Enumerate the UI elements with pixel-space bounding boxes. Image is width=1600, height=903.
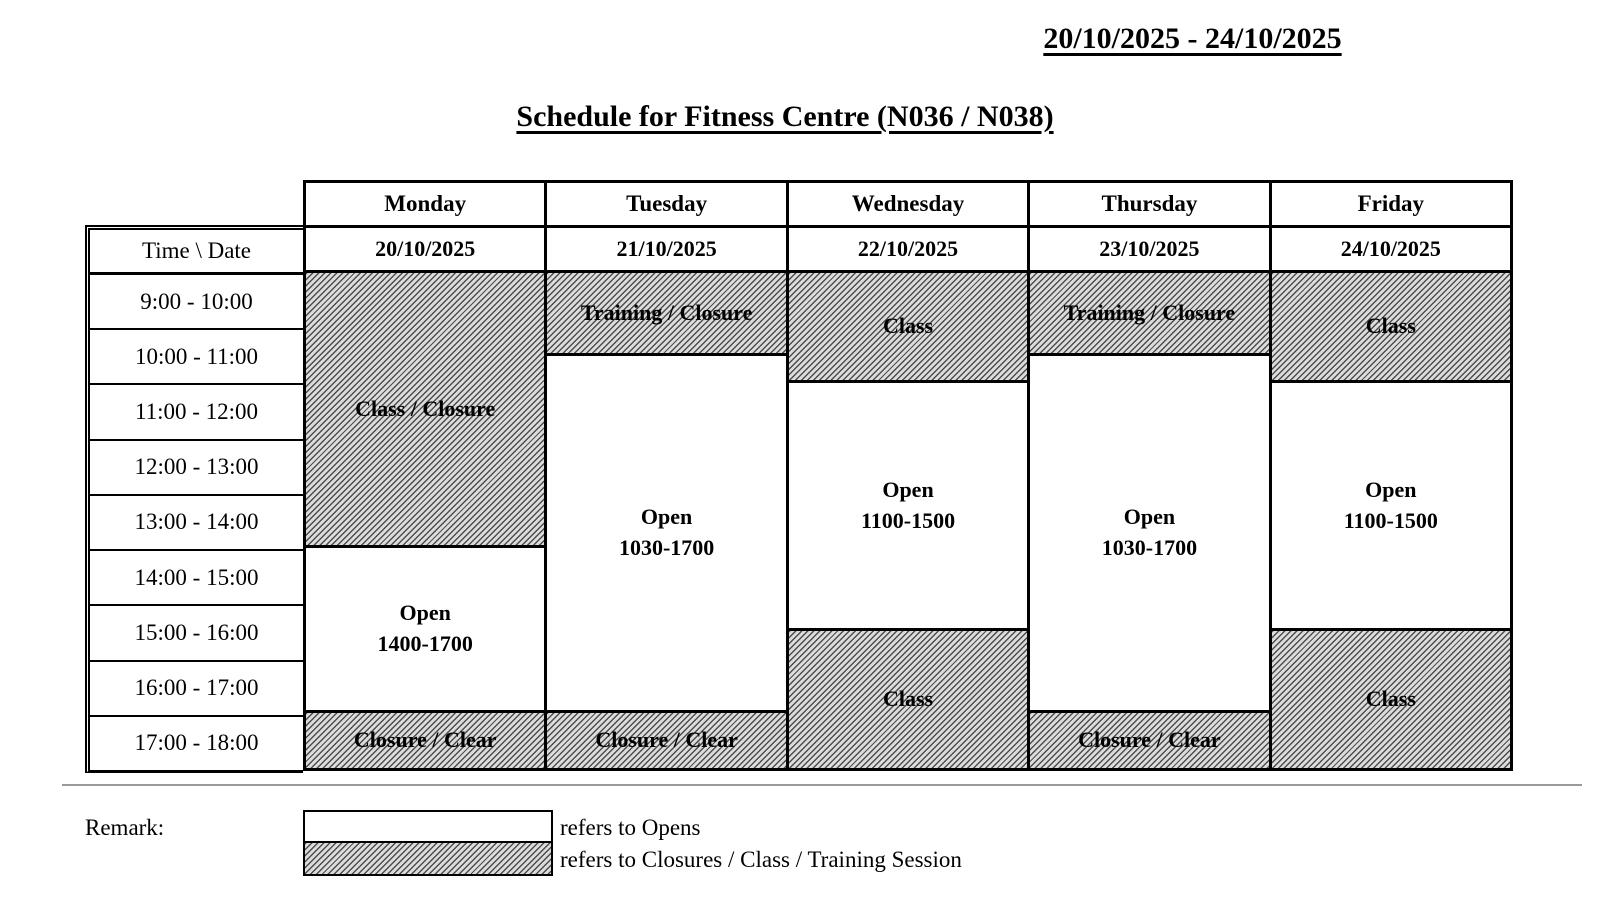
- block-label: Training / Closure: [1063, 299, 1236, 325]
- block-label: Open: [1123, 504, 1176, 530]
- day-header: Tuesday: [547, 183, 785, 228]
- block-label: Open: [640, 504, 693, 530]
- block-label: Open: [399, 600, 451, 626]
- legend-open-text: refers to Opens: [560, 815, 701, 840]
- schedule-block-closed: [1272, 631, 1510, 768]
- divider-line: [62, 784, 1582, 786]
- day-column-monday: [306, 183, 547, 768]
- schedule-block-closed: [789, 631, 1027, 768]
- day-body: [1030, 273, 1268, 768]
- schedule-block-closed: [547, 273, 785, 356]
- day-date: 22/10/2025: [789, 228, 1027, 273]
- date-range: 20/10/2025 - 24/10/2025: [1043, 22, 1342, 55]
- day-grid: [303, 180, 1513, 771]
- schedule-block-closed: [306, 273, 544, 548]
- block-hours: 1030-1700: [1101, 535, 1198, 560]
- time-slot: 17:00 - 18:00: [134, 730, 259, 756]
- schedule-block-open: [547, 356, 785, 713]
- time-slot: 9:00 - 10:00: [90, 275, 303, 330]
- day-body: [547, 273, 785, 768]
- block-label: Class: [882, 686, 934, 712]
- legend-closed-swatch: [305, 843, 551, 874]
- schedule-block-open: [1030, 356, 1268, 713]
- schedule-block-open: [306, 548, 544, 713]
- day-column-thursday: [1030, 183, 1271, 768]
- time-slot: 10:00 - 11:00: [90, 330, 303, 385]
- day-body: [1272, 273, 1510, 768]
- block-hours: 1030-1700: [618, 535, 715, 560]
- schedule-block-closed: [306, 713, 544, 768]
- day-body: [306, 273, 544, 768]
- time-slot: 11:00 - 12:00: [90, 385, 303, 440]
- day-header: Wednesday: [789, 183, 1027, 228]
- block-label: Closure / Clear: [1078, 727, 1221, 753]
- day-header: Thursday: [1030, 183, 1268, 228]
- schedule-block-closed: [1272, 273, 1510, 383]
- block-hours: 1100-1500: [860, 507, 956, 533]
- time-slot: 16:00 - 17:00: [90, 662, 303, 717]
- block-label: Training / Closure: [580, 299, 753, 325]
- schedule-block-closed: [1030, 713, 1268, 768]
- remark-label: Remark:: [85, 815, 165, 840]
- time-slot: 14:00 - 15:00: [90, 551, 303, 606]
- schedule-block-closed: [1030, 273, 1268, 356]
- day-body: [789, 273, 1027, 768]
- day-header: Friday: [1272, 183, 1510, 228]
- day-column-tuesday: [547, 183, 788, 768]
- schedule-block-closed: [789, 273, 1027, 383]
- block-label: Class / Closure: [355, 395, 496, 421]
- time-column: [85, 225, 303, 773]
- day-header: Monday: [306, 183, 544, 228]
- day-date: 23/10/2025: [1030, 228, 1268, 273]
- day-date: 20/10/2025: [306, 228, 544, 273]
- block-label: Class: [882, 313, 934, 339]
- legend-swatch-box: [303, 810, 553, 876]
- page-title: Schedule for Fitness Centre (N036 / N038): [516, 100, 1054, 133]
- day-column-wednesday: [789, 183, 1030, 768]
- day-date: 24/10/2025: [1272, 228, 1510, 273]
- block-hours: 1400-1700: [377, 631, 473, 656]
- block-label: Closure / Clear: [353, 727, 497, 753]
- block-hours: 1100-1500: [1343, 507, 1438, 533]
- corner-cell: Time \ Date: [90, 230, 303, 275]
- day-column-friday: [1272, 183, 1510, 768]
- schedule-block-open: [1272, 383, 1510, 631]
- schedule-block-closed: [547, 713, 785, 768]
- legend-open-swatch: [305, 812, 551, 843]
- block-label: Class: [1365, 313, 1416, 339]
- time-rows: [90, 275, 303, 770]
- block-label: Closure / Clear: [595, 727, 738, 753]
- time-slot: 12:00 - 13:00: [90, 441, 303, 496]
- time-slot: 13:00 - 14:00: [90, 496, 303, 551]
- time-slot: 15:00 - 16:00: [90, 606, 303, 661]
- schedule-table: [85, 180, 1525, 780]
- block-label: Open: [1365, 476, 1417, 502]
- schedule-block-open: [789, 383, 1027, 631]
- block-label: Class: [1365, 686, 1416, 712]
- block-label: Open: [882, 476, 934, 502]
- day-date: 21/10/2025: [547, 228, 785, 273]
- legend-closed-text: refers to Closures / Class / Training Session: [560, 847, 962, 872]
